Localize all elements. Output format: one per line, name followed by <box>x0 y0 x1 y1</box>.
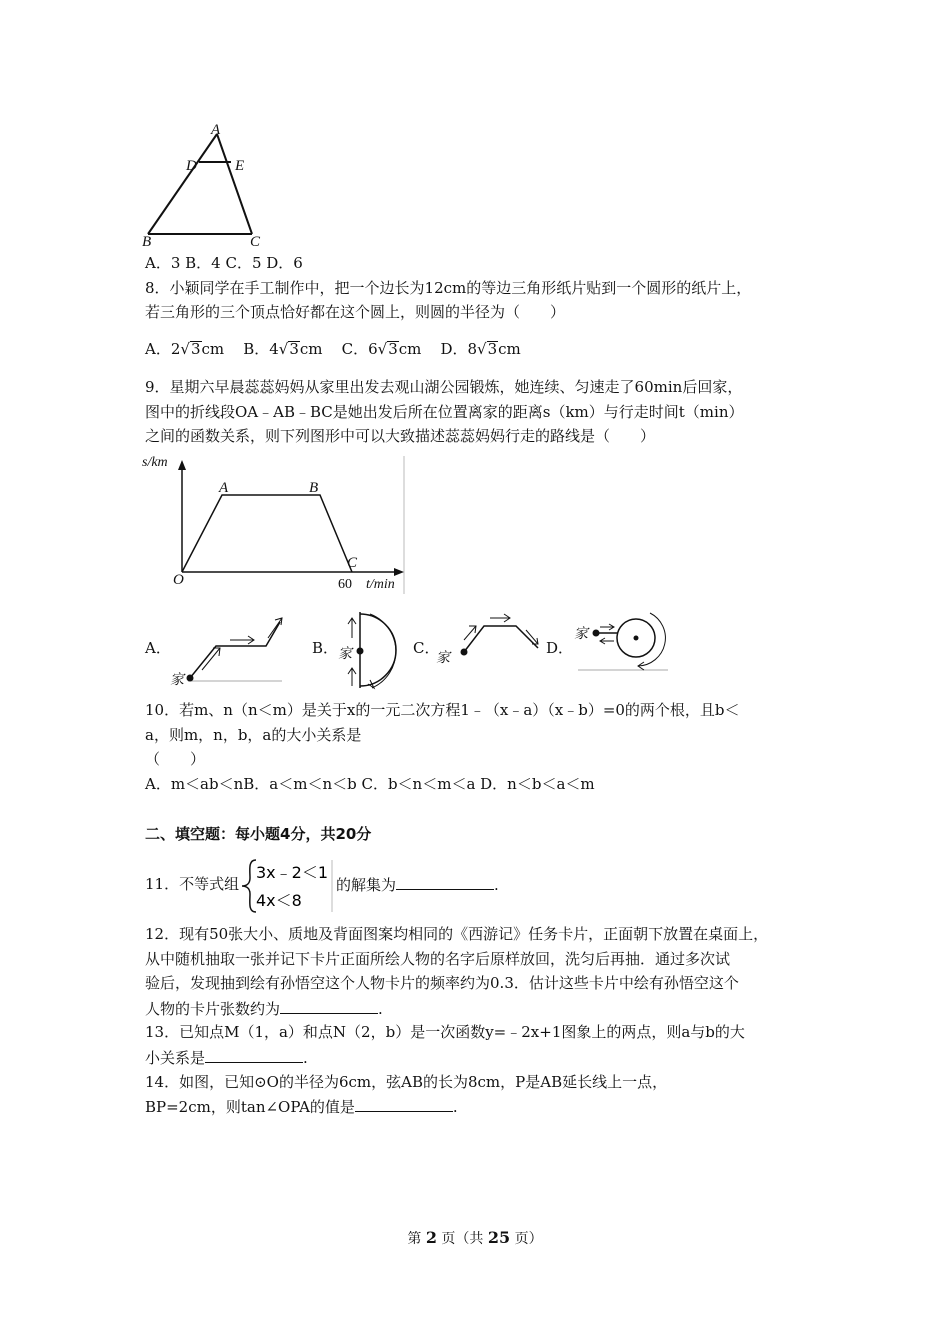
page-footer: 第 2 页（共 25 页） <box>407 1228 543 1247</box>
distance-time-graph <box>140 452 410 594</box>
x-end-label: 60 <box>338 577 352 592</box>
x-axis-label: t/min <box>366 577 395 592</box>
point-c-label: C <box>347 555 358 571</box>
q12-line4: 人物的卡片张数约为 . <box>145 1000 383 1018</box>
point-b-label: B <box>309 480 319 496</box>
q10-line1: 10．若m、n（n＜m）是关于x的一元二次方程1﹣（x﹣a）（x﹣b）=0的两个根，且b＜ <box>145 701 740 719</box>
origin-label: O <box>173 572 184 588</box>
point-a-label: A <box>219 480 229 496</box>
q8-line2: 若三角形的三个顶点恰好都在这个圆上，则圆的半径为（ ） <box>145 303 566 321</box>
inequality-system <box>240 858 340 914</box>
q8-option-d: D．8√3cm <box>440 340 521 358</box>
q8-option-b: B．4√3cm <box>243 340 323 358</box>
q13-line1: 13．已知点M（1，a）和点N（2，b）是一次函数y=﹣2x+1图象上的两点，则a与b的大 <box>145 1023 745 1041</box>
q14-line1: 14．如图，已知⊙O的半径为6cm，弦AB的长为8cm，P是AB延长线上一点， <box>145 1073 668 1091</box>
home-label: 家 <box>170 673 184 688</box>
answer-blank[interactable] <box>205 1047 303 1063</box>
q11-prefix: 11．不等式组 <box>145 875 240 893</box>
q9-line2: 图中的折线段OA﹣AB﹣BC是她出发后所在位置离家的距离s（km）与行走时间t（min） <box>145 403 744 421</box>
q12-line3: 验后，发现抽到绘有孙悟空这个人物卡片的频率约为0.3．估计这些卡片中绘有孙悟空这个 <box>145 974 739 992</box>
home-label: 家 <box>436 651 450 666</box>
route-option-c <box>434 610 544 670</box>
route-option-a <box>168 610 288 690</box>
q9-option-b-letter: B． <box>312 639 339 657</box>
home-label: 家 <box>574 627 588 642</box>
q8-option-c: C．6√3cm <box>341 340 422 358</box>
y-axis-label: s/km <box>142 455 168 470</box>
label-e: E <box>235 158 245 174</box>
q12-line1: 12．现有50张大小、质地及背面图案均相同的《西游记》任务卡片，正面朝下放置在桌面上， <box>145 925 769 943</box>
q14-line2: BP=2cm，则tan∠OPA的值是 . <box>145 1098 458 1116</box>
q10-line3: （ ） <box>145 750 206 768</box>
q13-line2: 小关系是 . <box>145 1049 308 1067</box>
q9-line3: 之间的函数关系，则下列图形中可以大致描述蕊蕊妈妈行走的路线是（ ） <box>145 427 656 445</box>
q10-options: A．m＜ab＜nB．a＜m＜n＜b C．b＜n＜m＜a D．n＜b＜a＜m <box>145 775 595 793</box>
route-option-b <box>334 608 404 692</box>
q9-option-d-letter: D． <box>546 639 574 657</box>
section-title: 二、填空题：每小题4分，共20分 <box>145 825 372 843</box>
route-option-d <box>572 608 672 674</box>
q8-options <box>145 339 521 359</box>
label-b: B <box>142 234 152 250</box>
home-label: 家 <box>338 647 352 662</box>
q7-options: A．3 B．4 C．5 D．6 <box>145 254 303 272</box>
answer-blank[interactable] <box>396 874 494 890</box>
triangle-figure <box>140 122 270 250</box>
q8-line1: 8．小颖同学在手工制作中，把一个边长为12cm的等边三角形纸片贴到一个圆形的纸片上， <box>145 279 752 297</box>
label-c: C <box>250 234 261 250</box>
label-a: A <box>211 122 221 138</box>
q9-line1: 9．星期六早晨蕊蕊妈妈从家里出发去观山湖公园锻炼，她连续、匀速走了60min后回家， <box>145 378 743 396</box>
q10-line2: a，则m，n，b，a的大小关系是 <box>145 726 362 744</box>
answer-blank[interactable] <box>280 998 378 1014</box>
q12-line2: 从中随机抽取一张并记下卡片正面所绘人物的名字后原样放回，洗匀后再抽．通过多次试 <box>145 950 731 968</box>
inequality-1: 3x﹣2＜1 <box>256 863 329 882</box>
q8-option-a: A．2√3cm <box>145 340 225 358</box>
label-d: D <box>186 158 197 174</box>
inequality-2: 4x＜8 <box>256 891 302 910</box>
q11-suffix: 的解集为 . <box>336 876 499 894</box>
q9-option-a-letter: A． <box>145 639 171 657</box>
answer-blank[interactable] <box>355 1096 453 1112</box>
q9-option-c-letter: C． <box>413 639 440 657</box>
